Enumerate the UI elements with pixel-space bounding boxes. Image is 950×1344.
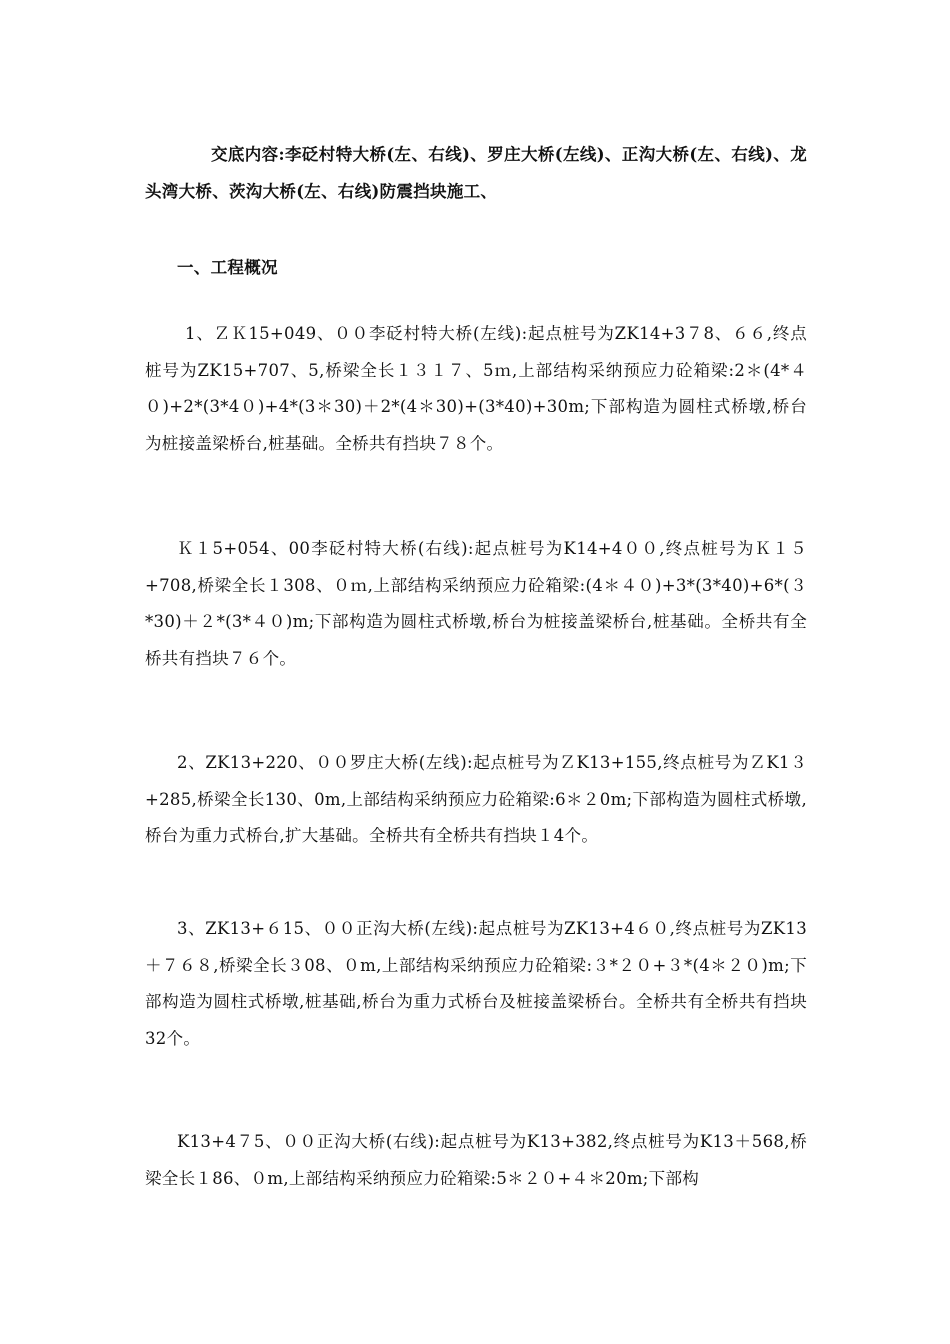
- paragraph-k13-zhenggou-right: K13+4７5、００正沟大桥(右线):起点桩号为K13+382,终点桩号为K13＋568,桥梁全长１86、０m,上部结构采纳预应力砼箱梁:5＊２０+４＊20m;下部构: [145, 1132, 807, 1188]
- paragraph-zk13-luozhuang: 2、ZK13+220、００罗庄大桥(左线):起点桩号为ＺK13+155,终点桩号为ＺK1３+285,桥梁全长130、0m,上部结构采纳预应力砼箱梁:6＊２0m;下部构造为圆柱式桥墩,桥台为重力式桥台,扩大基础。全桥共有全桥共有挡块１4个。: [145, 753, 807, 845]
- document-heading: 交底内容:李砭村特大桥(左、右线)、罗庄大桥(左线)、正沟大桥(左、右线)、龙头湾大桥、茨沟大桥(左、右线)防震挡块施工、: [145, 145, 807, 201]
- section-title: 一、工程概况: [177, 258, 278, 277]
- paragraph-zk13-zhenggou-left: 3、ZK13+６15、００正沟大桥(左线):起点桩号为ZK13+4６０,终点桩号为ZK13＋７６８,桥梁全长３08、０m,上部结构采纳预应力砼箱梁:３*２０+３*(4＊２０)m;下部构造为圆柱式桥墩,桩基础,桥台为重力式桥台及桩接盖梁桥台。全桥共有全桥共有挡块32个。: [145, 919, 807, 1048]
- paragraph-k15-right: Ｋ１5+054、00李砭村特大桥(右线):起点桩号为K14+4００,终点桩号为Ｋ１５+708,桥梁全长１308、０ｍ,上部结构采纳预应力砼箱梁:(4＊４０)+3*(3*40)+6*(３*30)＋２*(3*４０)m;下部构造为圆柱式桥墩,桥台为桩接盖梁桥台,桩基础。全桥共有全桥共有挡块７６个。: [145, 539, 807, 668]
- paragraph-zk15-left: 1、ＺＫ15+049、００李砭村特大桥(左线):起点桩号为ZK14+3７8、６６,终点桩号为ZK15+707、5,桥梁全长１３１７、5ｍ,上部结构采纳预应力砼箱梁:2＊(4*４０)+2*(3*4０)+4*(3＊30)＋2*(4＊30)+(3*40)+30m;下部构造为圆柱式桥墩,桥台为桩接盖梁桥台,桩基础。全桥共有挡块７８个。: [145, 324, 807, 453]
